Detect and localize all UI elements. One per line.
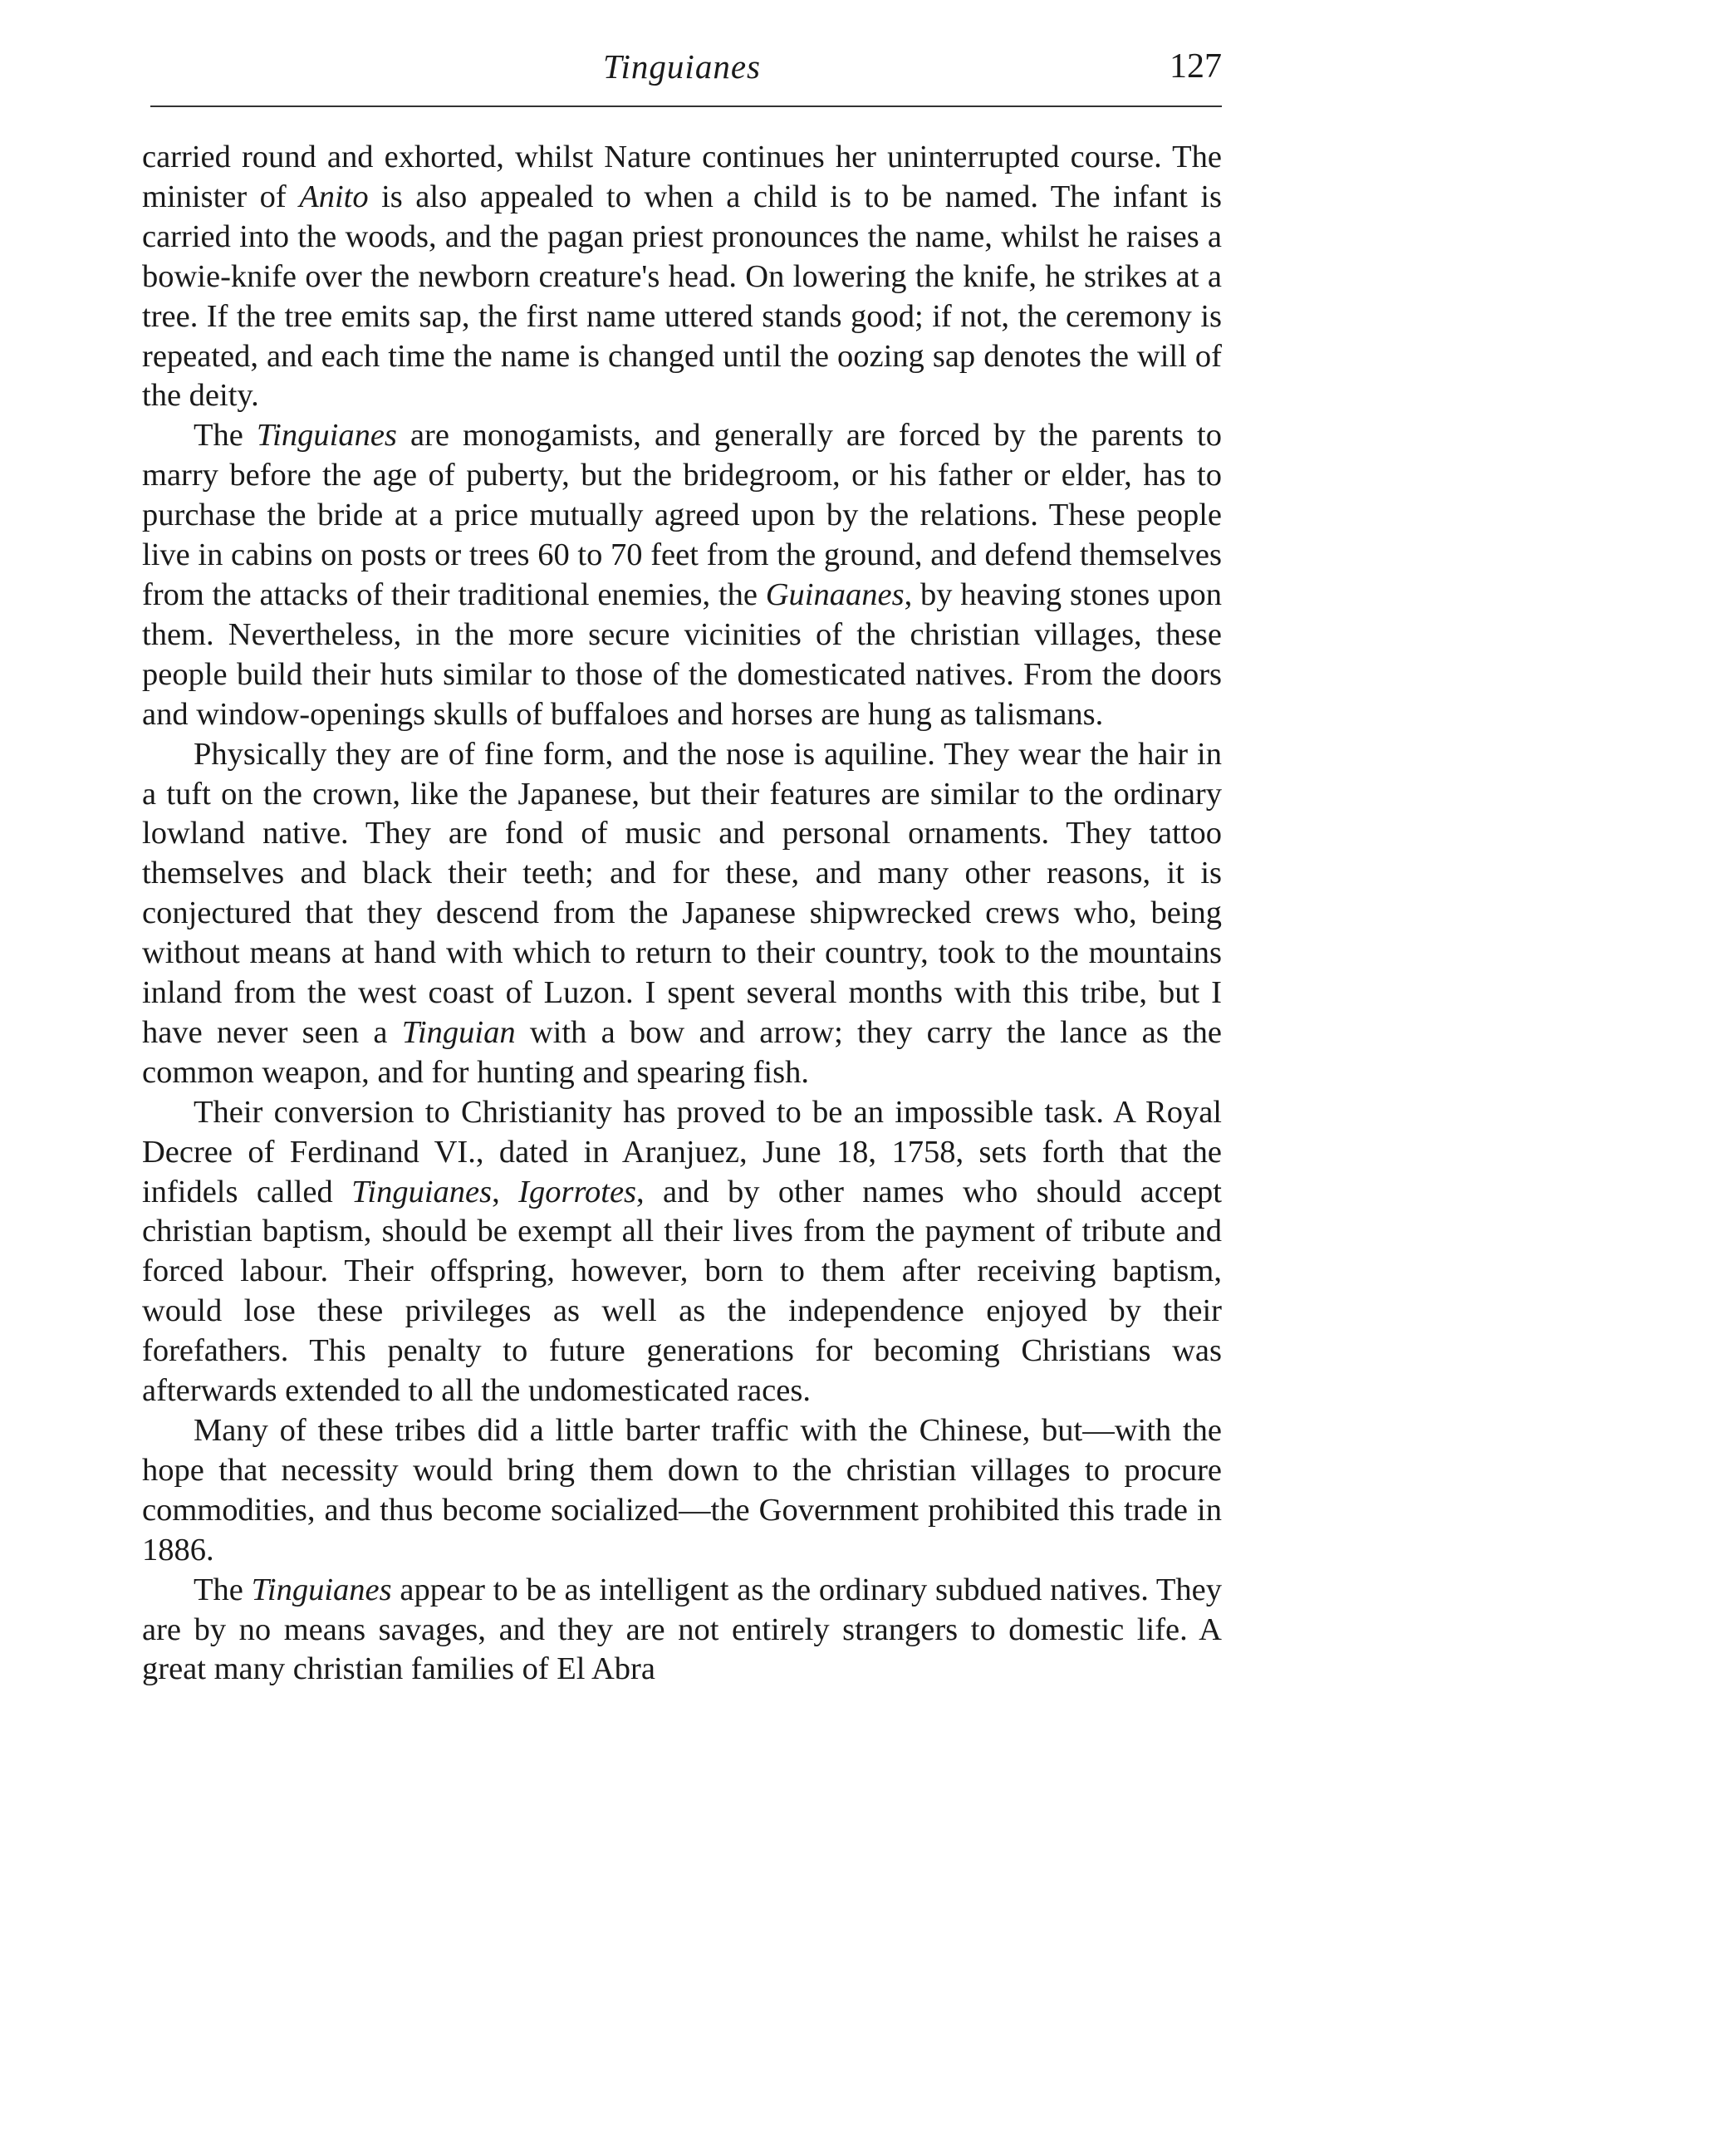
italic-text-run: Tinguianes <box>351 1174 493 1209</box>
italic-text-run: Anito <box>299 179 369 214</box>
italic-text-run: Igorrotes <box>518 1174 637 1209</box>
italic-text-run: Tinguianes <box>256 418 397 454</box>
text-run: with a bow and arrow; they carry the lance as the common weapon, and for hunting and spearing fish. <box>142 1014 1222 1090</box>
text-run: Physically they are of fine form, and the nose is aquiline. They wear the hair in a tuft on the crown, like the Japanese, but their features are similar to the ordinary lowland native. They are fond of music and personal ornaments. They tattoo themselves and black their teeth; and for these, and many other reasons, it is conjectured that they descend from the Japanese shipwrecked crews who, being without means at hand with which to return to their country, took to the mountains inland from the west coast of Luzon. I spent several months with this tribe, but I have never seen a <box>142 736 1222 1050</box>
italic-text-run: Tinguianes <box>251 1572 392 1607</box>
italic-text-run: Tinguian <box>401 1014 516 1050</box>
text-run: appear to be as intelligent as the ordinary subdued natives. They are by no means savages, and they are not entirely strangers to domestic life. A great many christian families of El Abra <box>142 1572 1222 1687</box>
book-page <box>142 47 1223 1687</box>
paragraph <box>142 1411 1222 1571</box>
text-run: The <box>194 1572 252 1607</box>
text-run: The <box>194 418 257 454</box>
text-run: , by heaving stones upon them. Nevertheless, in the more secure vicinities of the christian villages, these people build their huts similar to those of the domesticated natives. From the doors and window-openings skulls of buffaloes and horses are hung as talismans. <box>142 576 1222 732</box>
running-title: Tinguianes <box>603 47 761 86</box>
page-header <box>142 47 1222 105</box>
text-run: are monogamists, and generally are forced by the parents to marry before the age of puberty, but the bridegroom, or his father or elder, has to purchase the bride at a price mutually agreed upon by the relations. These people live in cabins on posts or trees 60 to 70 feet from the ground, and defend themselves from the attacks of their traditional enemies, the <box>142 418 1222 612</box>
text-run: is also appealed to when a child is to be named. The infant is carried into the woods, and the pagan priest pronounces the name, whilst he raises a bowie-knife over the newborn creature's head. On lowering the knife, he strikes at a tree. If the tree emits sap, the first name uttered stands good; if not, the ceremony is repeated, and each time the name is changed until the oozing sap denotes the will of the deity. <box>142 179 1222 414</box>
paragraph <box>142 416 1222 734</box>
body-text <box>142 138 1222 1690</box>
paragraph <box>142 138 1222 416</box>
italic-text-run: Guinaanes <box>765 576 905 612</box>
paragraph <box>142 1571 1222 1690</box>
text-run: Many of these tribes did a little barter traffic with the Chinese, but—with the hope that necessity would bring them down to the christian villages to procure commodities, and thus become socialized—the Government prohibited this trade in 1886. <box>142 1413 1222 1567</box>
text-run: , and by other names who should accept christian baptism, should be exempt all their lives from the payment of tribute and forced labour. Their offspring, however, born to them after receiving baptism, would lose these privileges as well as the independence enjoyed by their forefathers. This penalty to future generations for becoming Christians was afterwards extended to all the undomesticated races. <box>142 1174 1223 1409</box>
paragraph <box>142 1093 1222 1411</box>
paragraph <box>142 735 1222 1093</box>
page-number: 127 <box>1170 47 1222 86</box>
text-run: carried round and exhorted, whilst Nature continues her uninterrupted course. The minister of <box>142 140 1222 214</box>
header-rule <box>150 105 1222 107</box>
text-run: , <box>492 1174 519 1209</box>
text-run: Their conversion to Christianity has proved to be an impossible task. A Royal Decree of Ferdinand VI., dated in Aranjuez, June 18, 1758, sets forth that the infidels called <box>142 1094 1222 1209</box>
